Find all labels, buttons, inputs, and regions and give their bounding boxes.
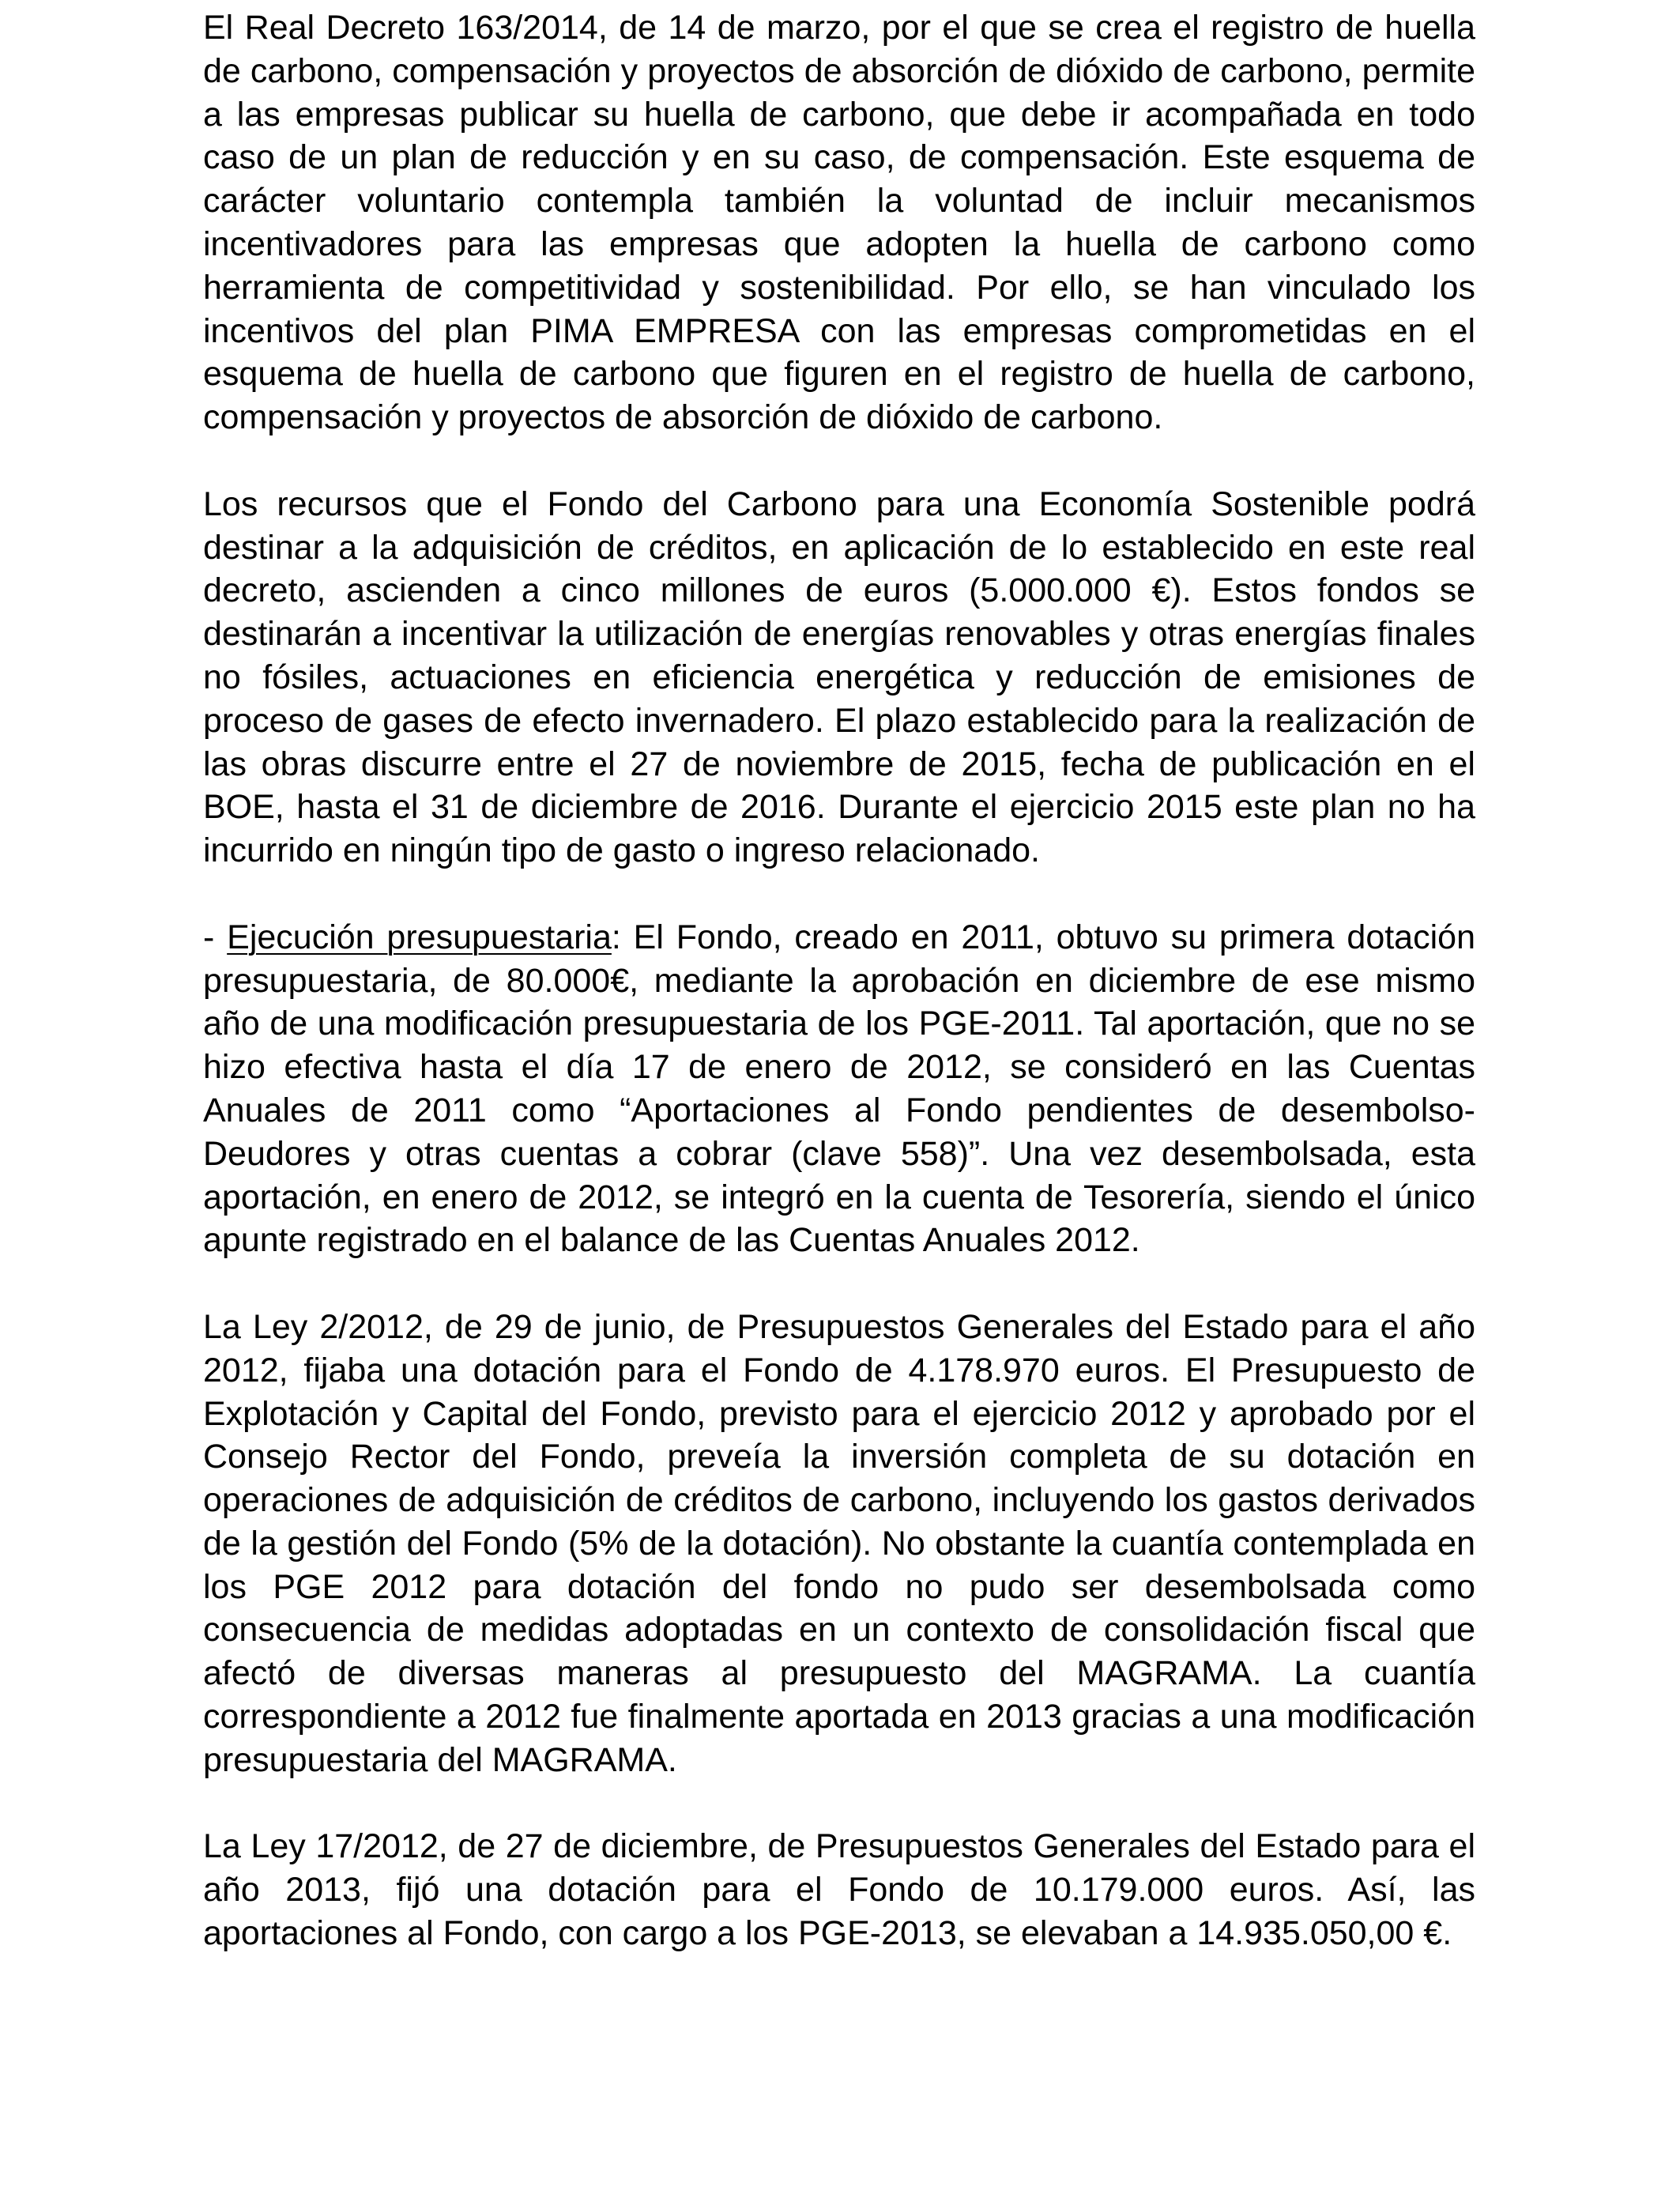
paragraph-ley-17-2012: La Ley 17/2012, de 27 de diciembre, de Presupuestos Generales del Estado para el año 2013, fijó una dotación para el Fondo de 10.179.000 euros. Así, las aportaciones al Fondo, con cargo a los PGE-2013, se elevaban a 14.935.050,00 €. — [203, 1827, 1475, 1953]
paragraph-recursos-fondo: Los recursos que el Fondo del Carbono para una Economía Sostenible podrá destinar a la adquisición de créditos, en aplicación de lo establecido en este real decreto, ascienden a cinco millones de euros (5.000.000 €). Estos fondos se destinarán a incentivar la utilización de energías renovables y otras energías finales no fósiles, actuaciones en eficiencia energética y reducción de emisiones de proceso de gases de efecto invernadero. El plazo establecido para la realización de las obras discurre entre el 27 de noviembre de 2015, fecha de publicación en el BOE, hasta el 31 de diciembre de 2016. Durante el ejercicio 2015 este plan no ha incurrido en ningún tipo de gasto o ingreso relacionado. — [203, 484, 1475, 870]
paragraph-ley-2-2012: La Ley 2/2012, de 29 de junio, de Presupuestos Generales del Estado para el año 2012, fijaba una dotación para el Fondo de 4.178.970 euros. El Presupuesto de Explotación y Capital del Fondo, previsto para el ejercicio 2012 y aprobado por el Consejo Rector del Fondo, preveía la inversión completa de su dotación en operaciones de adquisición de créditos de carbono, incluyendo los gastos derivados de la gestión del Fondo (5% de la dotación). No obstante la cuantía contemplada en los PGE 2012 para dotación del fondo no pudo ser desembolsada como consecuencia de medidas adoptadas en un contexto de consolidación fiscal que afectó de diversas maneras al presupuesto del MAGRAMA. La cuantía correspondiente a 2012 fue finalmente aportada en 2013 gracias a una modificación presupuestaria del MAGRAMA. — [203, 1307, 1475, 1779]
paragraph-huella-carbono: El Real Decreto 163/2014, de 14 de marzo, por el que se crea el registro de huella de carbono, compensación y proyectos de absorción de dióxido de carbono, permite a las empresas publicar su huella de carbono, que debe ir acompañada en todo caso de un plan de reducción y en su caso, de compensación. Este esquema de carácter voluntario contempla también la voluntad de incluir mecanismos incentivadores para las empresas que adopten la huella de carbono como herramienta de competitividad y sostenibilidad. Por ello, se han vinculado los incentivos del plan PIMA EMPRESA con las empresas comprometidas en el esquema de huella de carbono que figuren en el registro de huella de carbono, compensación y proyectos de absorción de dióxido de carbono. — [203, 9, 1475, 437]
section-heading: Ejecución presupuestaria — [227, 918, 612, 956]
document-page — [203, 6, 1475, 1955]
paragraph-ejecucion-presupuestaria — [203, 916, 1475, 1262]
list-dash: - — [203, 918, 228, 956]
paragraph-body: : El Fondo, creado en 2011, obtuvo su primera dotación presupuestaria, de 80.000€, mediante la aprobación en diciembre de ese mismo año de una modificación presupuestaria de los PGE-2011. Tal aportación, que no se hizo efectiva hasta el día 17 de enero de 2012, se consideró en las Cuentas Anuales de 2011 como “Aportaciones al Fondo pendientes de desembolso-Deudores y otras cuentas a cobrar (clave 558)”. Una vez desembolsada, esta aportación, en enero de 2012, se integró en la cuenta de Tesorería, siendo el único apunte registrado en el balance de las Cuentas Anuales 2012. — [203, 918, 1475, 1260]
